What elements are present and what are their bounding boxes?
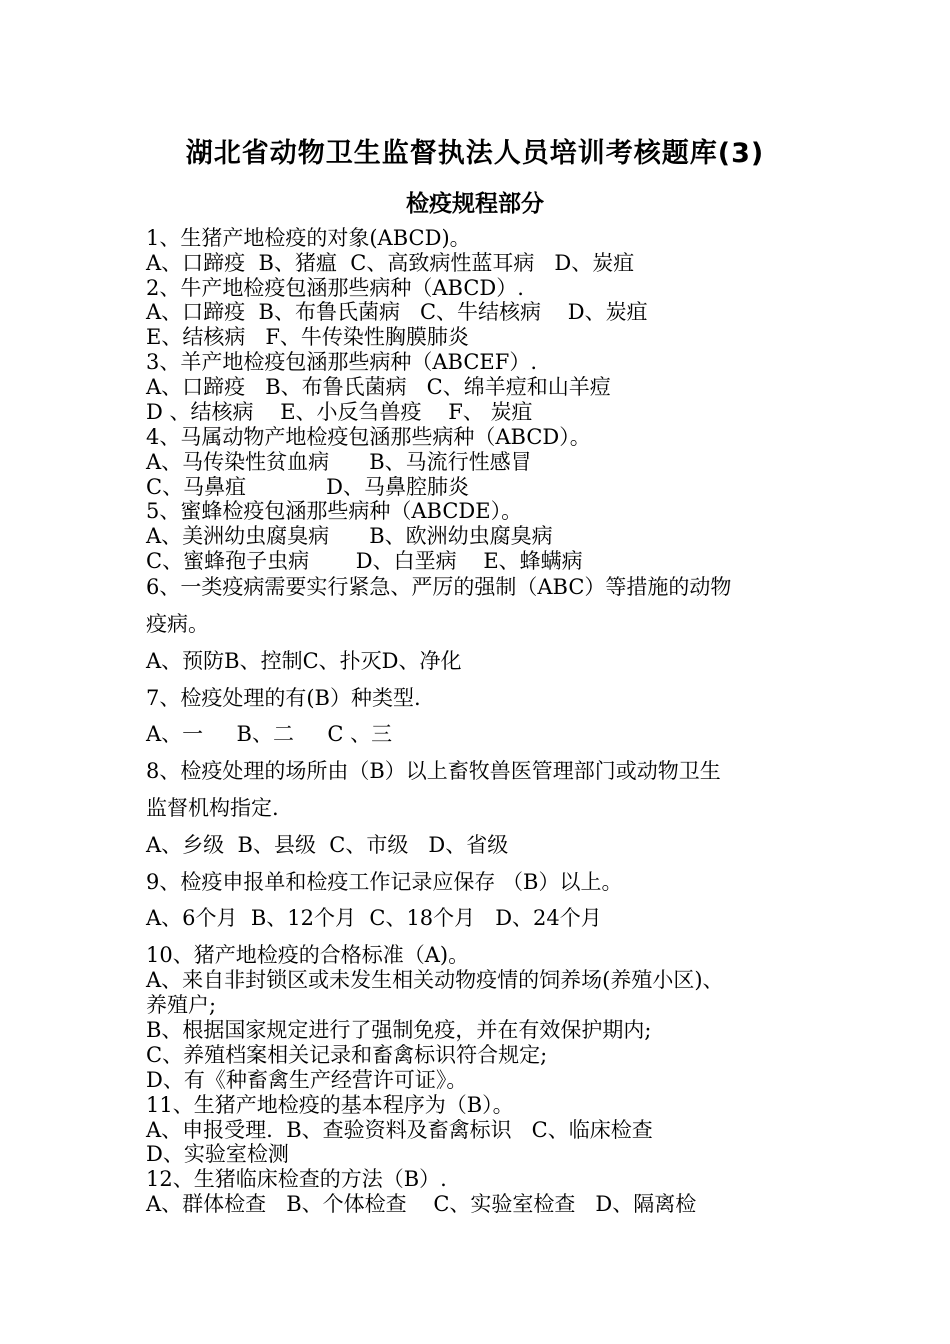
question-line: 监督机构指定. — [146, 796, 279, 820]
option-line: A、预防B、控制C、扑灭D、净化 — [146, 649, 462, 673]
option-line: A、口蹄疫 B、布鲁氏菌病 C、绵羊痘和山羊痘 — [146, 375, 611, 399]
option-line: E、结核病 F、牛传染性胸膜肺炎 — [146, 325, 469, 349]
option-line: A、6个月 B、12个月 C、18个月 D、24个月 — [146, 906, 602, 930]
option-line: A、马传染性贫血病 B、马流行性感冒 — [146, 450, 532, 474]
option-line: 养殖户; — [146, 993, 217, 1017]
question-line: 11、生猪产地检疫的基本程序为（B）。 — [146, 1093, 514, 1117]
question-line: 10、猪产地检疫的合格标准（A)。 — [146, 943, 470, 967]
option-line: A、群体检查 B、个体检查 C、实验室检查 D、隔离检 — [146, 1192, 697, 1216]
question-line: 4、马属动物产地检疫包涵那些病种（ABCD）。 — [146, 425, 591, 449]
option-line: C、马鼻疽 D、马鼻腔肺炎 — [146, 475, 470, 499]
option-line: A、口蹄疫 B、布鲁氏菌病 C、牛结核病 D、炭疽 — [146, 300, 648, 324]
section-title: 检疫规程部分 — [406, 191, 544, 217]
question-line: 5、蜜蜂检疫包涵那些病种（ABCDE）。 — [146, 499, 523, 523]
option-line: D、有《种畜禽生产经营许可证》。 — [146, 1068, 468, 1092]
question-line: 8、检疫处理的场所由（B）以上畜牧兽医管理部门或动物卫生 — [146, 759, 721, 783]
option-line: D 、结核病 E、小反刍兽疫 F、 炭疽 — [146, 400, 533, 424]
option-line: A、乡级 B、县级 C、市级 D、省级 — [146, 833, 509, 857]
question-line: 1、生猪产地检疫的对象(ABCD)。 — [146, 226, 471, 250]
question-line: 6、一类疫病需要实行紧急、严厉的强制（ABC）等措施的动物 — [146, 575, 732, 599]
option-line: C、蜜蜂孢子虫病 D、白垩病 E、蜂螨病 — [146, 549, 583, 573]
option-line: A、来自非封锁区或未发生相关动物疫情的饲养场(养殖小区)、 — [146, 968, 724, 992]
option-line: C、养殖档案相关记录和畜禽标识符合规定; — [146, 1043, 548, 1067]
option-line: A、美洲幼虫腐臭病 B、欧洲幼虫腐臭病 — [146, 524, 553, 548]
question-line: 9、检疫申报单和检疫工作记录应保存 （B）以上。 — [146, 870, 623, 894]
question-line: 3、羊产地检疫包涵那些病种（ABCEF）. — [146, 350, 537, 374]
question-line: 12、生猪临床检查的方法（B）. — [146, 1167, 447, 1191]
option-line: D、实验室检测 — [146, 1142, 289, 1166]
option-line: A、一 B、二 C 、三 — [146, 722, 393, 746]
option-line: A、口蹄疫 B、猪瘟 C、高致病性蓝耳病 D、炭疽 — [146, 251, 635, 275]
option-line: A、申报受理. B、查验资料及畜禽标识 C、临床检查 — [146, 1118, 653, 1142]
question-line: 7、检疫处理的有(B）种类型. — [146, 686, 421, 710]
option-line: B、根据国家规定进行了强制免疫，并在有效保护期内; — [146, 1018, 652, 1042]
question-line: 疫病。 — [146, 612, 209, 636]
question-line: 2、牛产地检疫包涵那些病种（ABCD）. — [146, 276, 524, 300]
page-title: 湖北省动物卫生监督执法人员培训考核题库(3) — [185, 138, 765, 169]
